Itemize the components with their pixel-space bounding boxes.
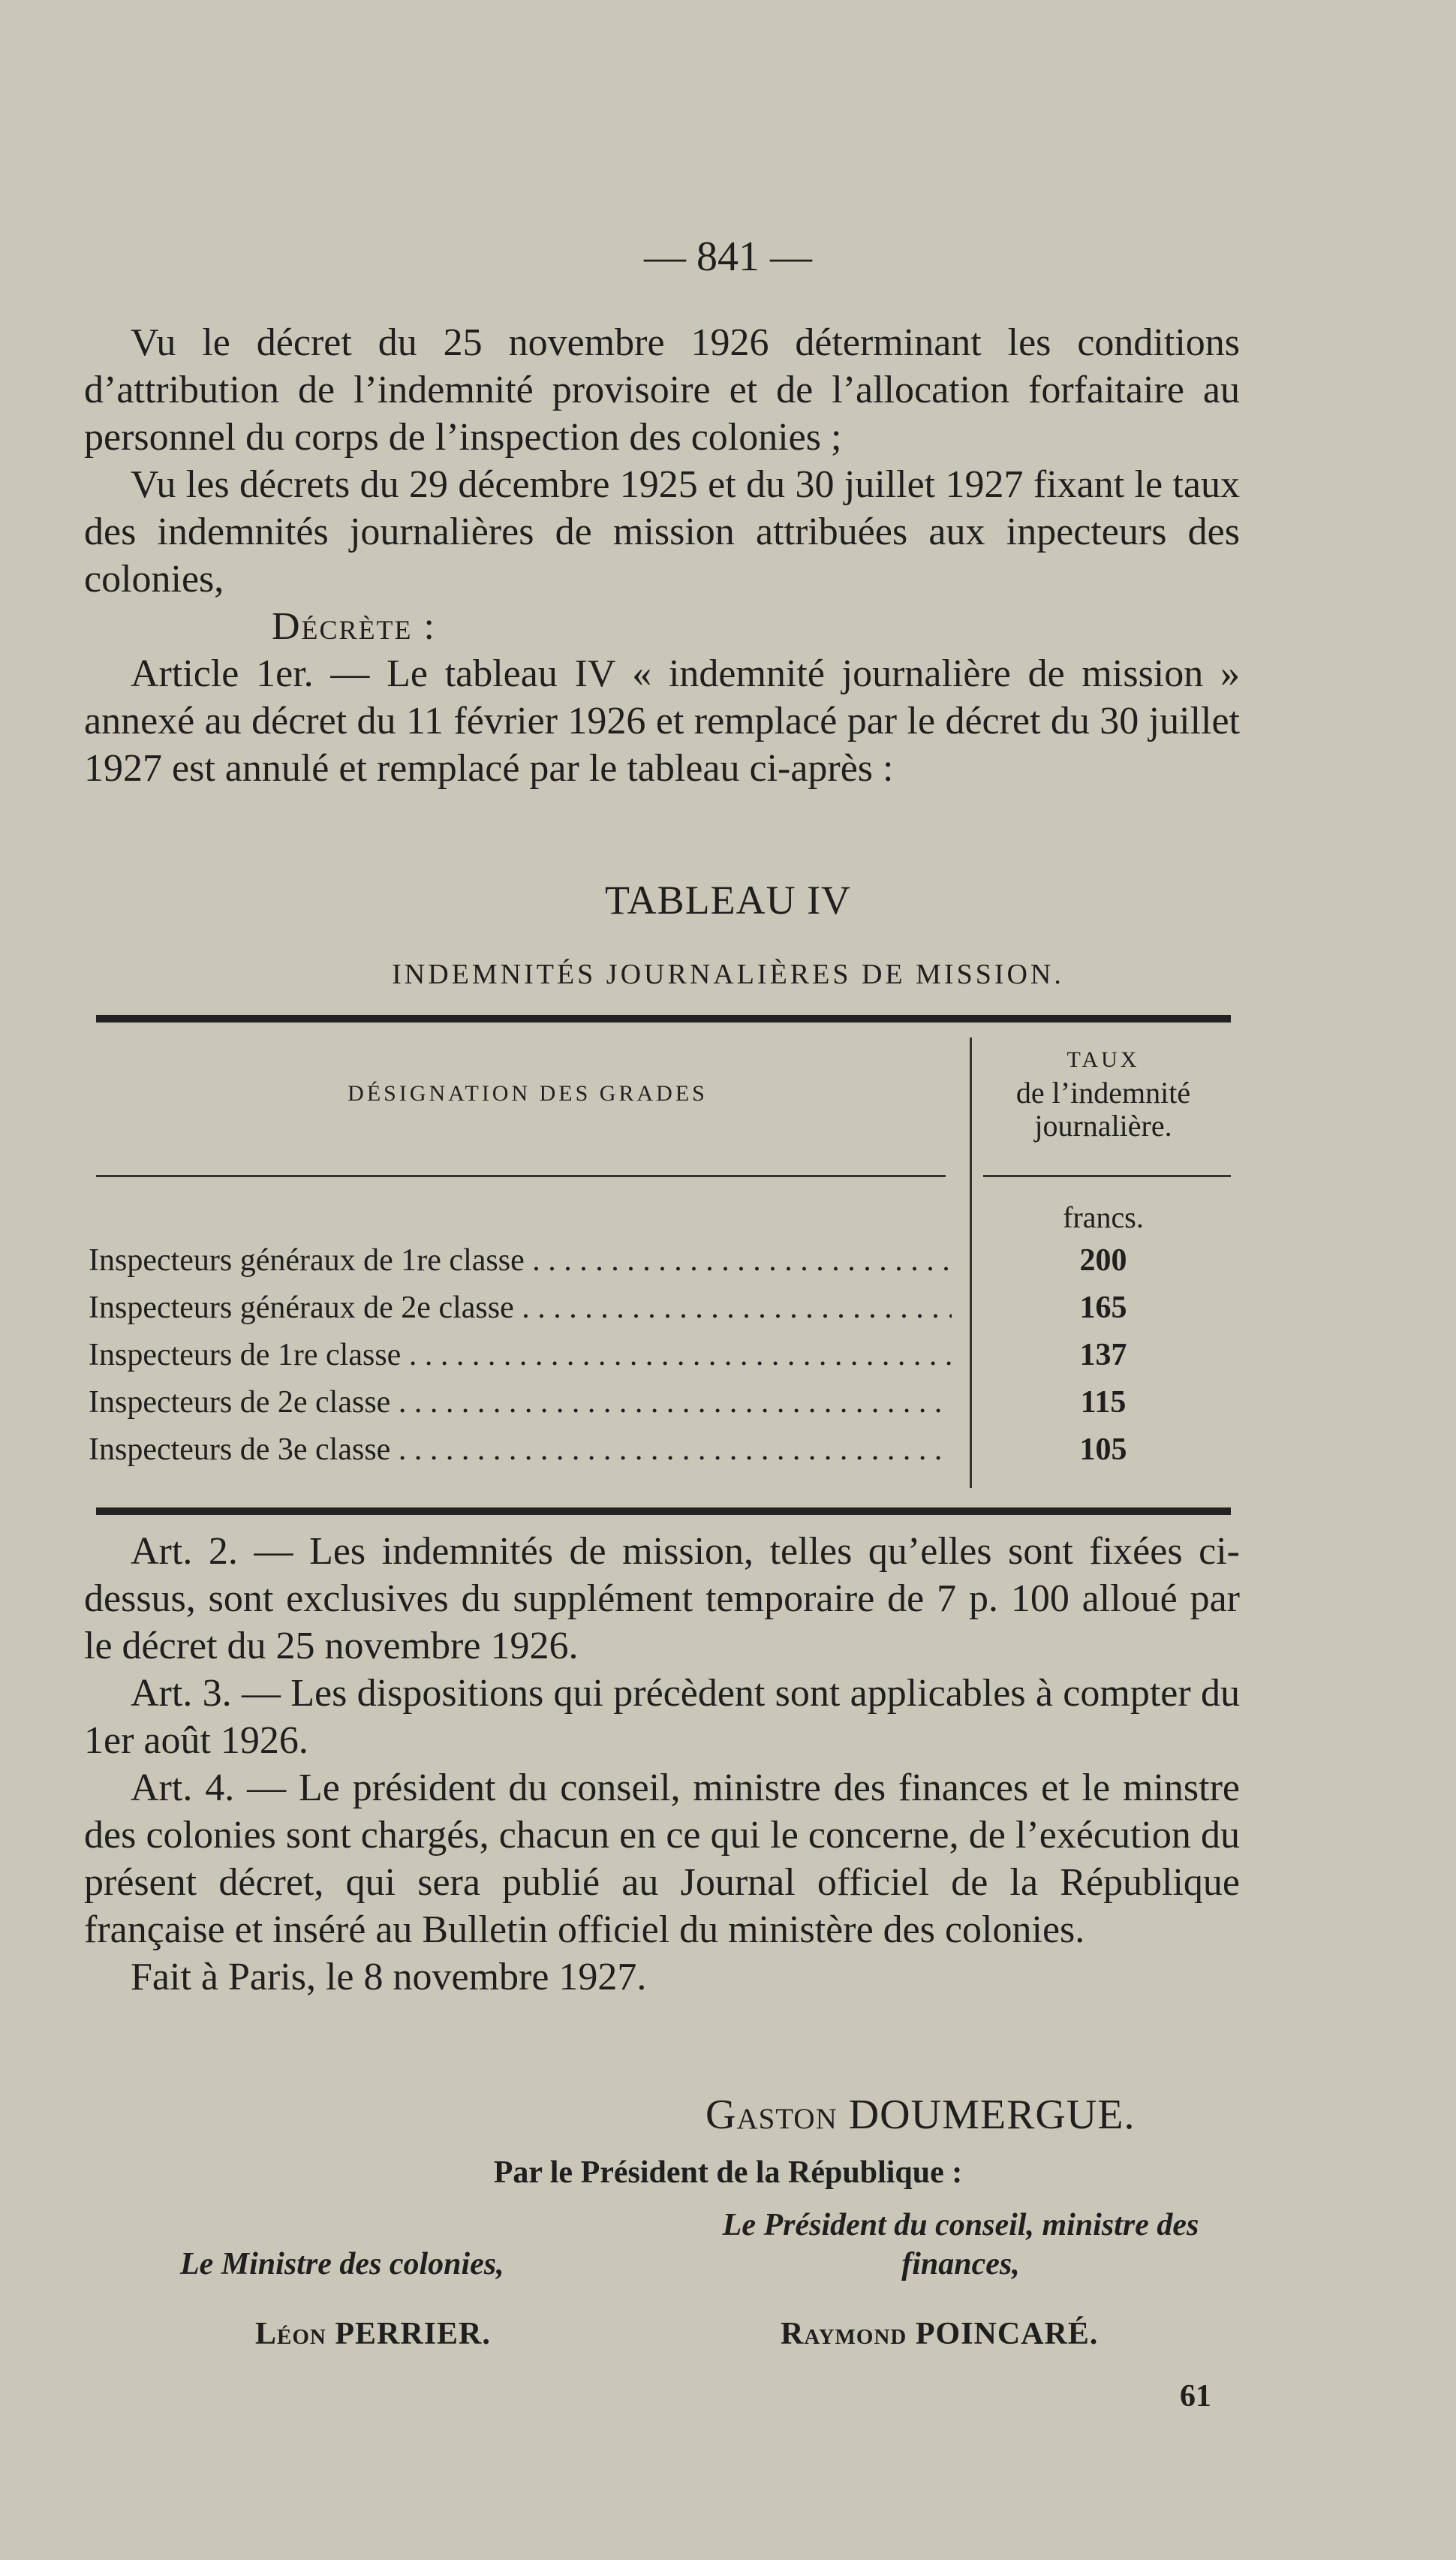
preamble [84, 319, 1240, 792]
table-row-value: 105 [1079, 1432, 1127, 1467]
signature-perrier: Léon PERRIER. [255, 2317, 491, 2351]
sheet-mark: 61 [1180, 2379, 1211, 2414]
article-3-paragraph: Art. 3. — Les dispositions qui précèdent sont applicables à compter du 1er août 1926. [84, 1672, 1240, 1762]
par-le-president: Par le Président de la République : [493, 2155, 963, 2190]
article-1-paragraph: Article 1er. — Le tableau IV « indemnité journalière de mission » annexé au décret du 11 février 1926 et remplacé par le décret du 30 juillet 1927 est annulé et remplacé par le tableau ci-après : [84, 652, 1240, 790]
header-rule-right [983, 1175, 1231, 1177]
article-4-paragraph: Art. 4. — Le président du conseil, ministre des finances et le minstre des colonies sont chargés, chacun en ce qui le concerne, de l’exécution du présent décret, qui sera publié au Journal officiel de la République française et inséré au Bulletin officiel du ministère des colonies. [84, 1766, 1240, 1951]
table-row-label: Inspecteurs généraux de 1re classe . . . [89, 1242, 952, 1278]
column-header-taux [976, 1044, 1231, 1143]
articles [84, 1528, 1240, 2001]
column-header-taux-label: TAUX [1066, 1047, 1140, 1072]
table-bottom-rule [96, 1507, 1231, 1515]
preamble-paragraph-2: Vu les décrets du 29 décembre 1925 et du 30 juillet 1927 fixant le taux des indemnités journalières de mission attribuées aux inpecteurs des colonies, [84, 463, 1240, 601]
table-row-value: 115 [1080, 1385, 1127, 1420]
table-title: TABLEAU IV [604, 878, 852, 923]
table-row-label: Inspecteurs de 3e classe . . . [89, 1432, 952, 1468]
ministre-colonies-title: Le Ministre des colonies, [180, 2247, 504, 2281]
fait-a-paris: Fait à Paris, le 8 novembre 1927. [131, 1956, 647, 1998]
table-row-label: Inspecteurs de 2e classe . . . [89, 1384, 952, 1420]
table-column-separator [970, 1038, 972, 1488]
table-row-value: 137 [1079, 1338, 1127, 1372]
table-row-label: Inspecteurs généraux de 2e classe . . . [89, 1290, 952, 1326]
table-top-rule [96, 1015, 1231, 1022]
article-2-paragraph: Art. 2. — Les indemnités de mission, telles qu’elles sont fixées ci-dessus, sont exclusives du supplément temporaire de 7 p. 100 alloué par le décret du 25 novembre 1926. [84, 1530, 1240, 1667]
column-header-grades: DÉSIGNATION DES GRADES [347, 1081, 708, 1106]
table-row-label: Inspecteurs de 1re classe . . . [89, 1337, 952, 1373]
president-signature: Gaston DOUMERGUE. [705, 2092, 1136, 2138]
unit-label: francs. [1063, 1200, 1144, 1234]
header-rule-left [96, 1175, 946, 1177]
column-header-taux-detail: de l’indemnité journalière. [1015, 1076, 1191, 1143]
ministre-finances-title: Le Président du conseil, ministre des finances, [722, 2208, 1199, 2281]
signature-poincare: Raymond POINCARÉ. [781, 2317, 1099, 2351]
preamble-paragraph-1: Vu le décret du 25 novembre 1926 déterminant les conditions d’attribution de l’indemnité provisoire et de l’allocation forfaitaire au personnel du corps de l’inspection des colonies ; [84, 321, 1240, 459]
table-row-value: 200 [1079, 1243, 1127, 1278]
page-number: — 841 — [644, 233, 812, 280]
table-row-value: 165 [1079, 1291, 1127, 1325]
table-subtitle: INDEMNITÉS JOURNALIÈRES DE MISSION. [392, 959, 1064, 990]
decrete-heading: Décrète : [272, 605, 436, 648]
